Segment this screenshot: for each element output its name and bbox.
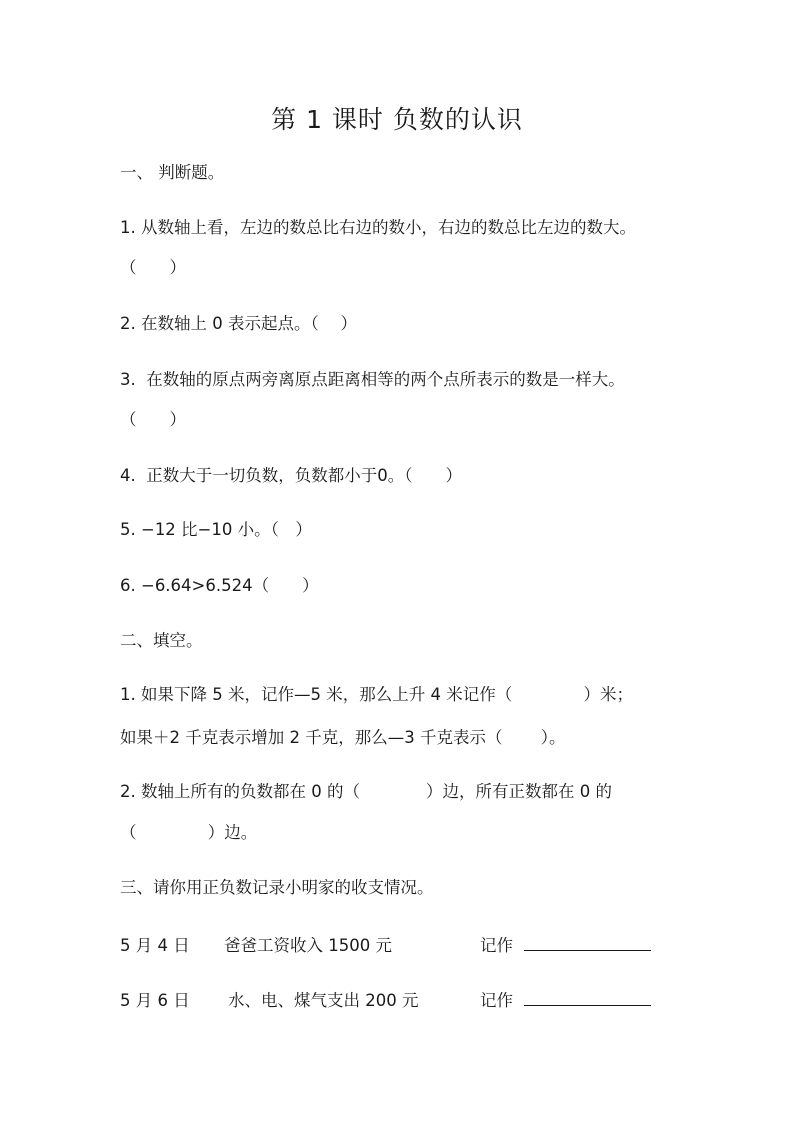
answer-paren-1-1: （ ）	[120, 258, 186, 277]
question-2-2-line-1: 2. 数轴上所有的负数都在 0 的（ ）边，所有正数都在 0 的	[120, 782, 612, 801]
record-2-answer-line[interactable]	[524, 1005, 651, 1006]
section-1-heading: 一、 判断题。	[120, 163, 225, 182]
question-1-6: 6. −6.64>6.524（ ）	[120, 576, 319, 595]
question-2-1-line-2: 如果＋2 千克表示增加 2 千克，那么—3 千克表示（ ）。	[120, 728, 566, 747]
record-1-answer-line[interactable]	[524, 950, 651, 951]
record-1-date: 5 月 4 日	[120, 936, 190, 955]
question-1-3: 3. 在数轴的原点两旁离原点距离相等的两个点所表示的数是一样大。	[120, 370, 625, 389]
question-1-1: 1. 从数轴上看，左边的数总比右边的数小，右边的数总比左边的数大。	[120, 218, 636, 237]
record-2-label: 记作	[480, 991, 513, 1010]
section-3-heading: 三、请你用正负数记录小明家的收支情况。	[120, 878, 434, 897]
record-2-description: 水、电、煤气支出 200 元	[228, 991, 419, 1010]
record-2-date: 5 月 6 日	[120, 991, 190, 1010]
question-2-2-line-2: （ ）边。	[120, 823, 258, 842]
record-1-description: 爸爸工资收入 1500 元	[224, 936, 392, 955]
page-title: 第 1 课时 负数的认识	[271, 105, 523, 134]
answer-paren-1-3: （ ）	[120, 410, 186, 429]
section-2-heading: 二、填空。	[120, 631, 203, 650]
question-1-2: 2. 在数轴上 0 表示起点。（ ）	[120, 314, 357, 333]
question-1-4: 4. 正数大于一切负数，负数都小于0。（ ）	[120, 466, 462, 485]
record-1-label: 记作	[480, 936, 513, 955]
question-1-5: 5. −12 比−10 小。（ ）	[120, 520, 312, 539]
question-2-1-line-1: 1. 如果下降 5 米，记作—5 米，那么上升 4 米记作（ ）米；	[120, 685, 633, 704]
